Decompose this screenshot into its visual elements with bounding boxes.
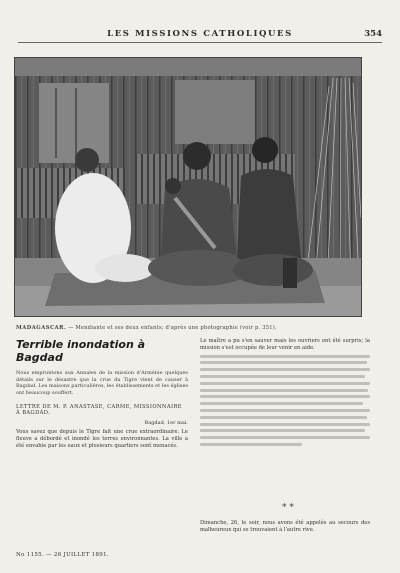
right-paragraph-2: Dimanche, 26, le soir, nous avons été appelés au secours des malheureux qui se trouvaient à l'autre rive.: [200, 520, 370, 533]
left-column: [16, 338, 188, 453]
section-separator: * *: [282, 503, 294, 513]
article-title: Terrible inondation à Bagdad: [16, 338, 146, 364]
caption-place: MADAGASCAR.: [16, 325, 67, 331]
letter-heading: LETTRE DE M. P. ANASTASE, CARME, MISSIONNAIRE À BAGDAD.: [16, 404, 182, 417]
right-column: [200, 338, 370, 450]
journal-title: LES MISSIONS CATHOLIQUES: [107, 29, 293, 39]
right-paragraph-1: Le maître a pu s'en sauver mais les ouvriers ont été surpris; la mission s'est occupée de leur venir en aide.: [200, 338, 370, 351]
article-intro: Nous empruntons aux Annales de la mission d'Arménie quelques détails sur le désastre que la crue du Tigre vient de causer à Bagdad. Les maisons particulières, les établissements et les églises ont beaucoup souffert.: [16, 370, 188, 396]
page-number: 354: [364, 29, 382, 39]
caption-text: — Mendiante et ses deux enfants; d'après une photographie (voir p. 351).: [68, 325, 277, 331]
photograph: [14, 57, 362, 317]
photo-illustration: [15, 58, 361, 316]
dateline: Bagdad, 1er mai.: [144, 420, 188, 427]
running-header: [18, 30, 382, 43]
issue-footer: No 1155. — 26 JUILLET 1891.: [16, 552, 109, 558]
text-block: [200, 355, 370, 446]
article-paragraph: Vous savez que depuis le Tigre fait une crue extraordinaire. Le fleuve a débordé et inondé les terres environnantes. La ville a été envahie par les eaux et plusieurs quartiers sont menacés.: [16, 429, 188, 449]
right-lower-block: [200, 520, 370, 537]
photo-caption: [16, 325, 366, 331]
